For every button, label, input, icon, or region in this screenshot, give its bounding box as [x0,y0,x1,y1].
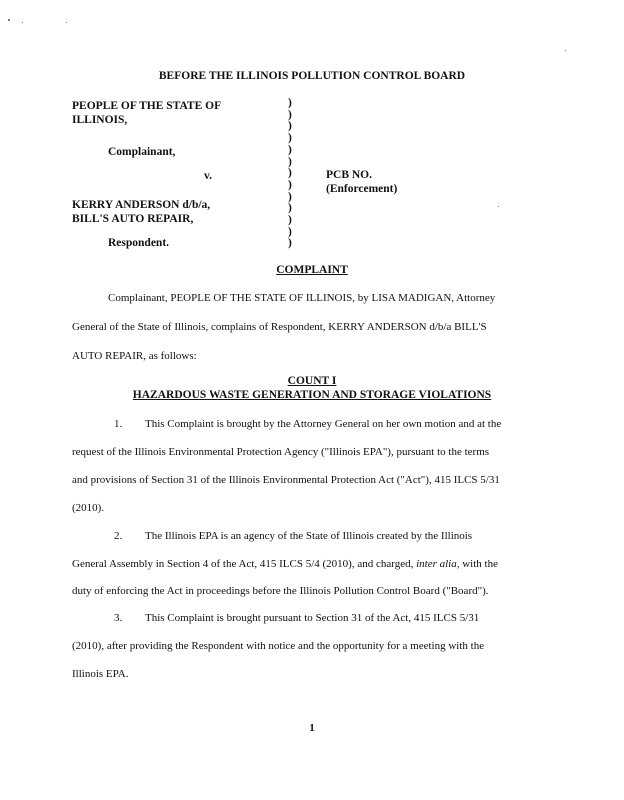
complaint-title: COMPLAINT [276,264,348,276]
caption-paren: ) [288,132,292,145]
scan-speck [8,19,10,21]
scan-speck [498,206,499,207]
caption-versus: v. [204,170,212,182]
caption-paren-column [288,98,292,250]
paragraph-line: duty of enforcing the Act in proceedings before the Illinois Pollution Control Board ("Board"). [72,585,489,597]
caption-paren: ) [288,97,292,109]
paragraph-line [72,558,498,570]
caption-paren: ) [288,167,292,180]
caption-paren: ) [288,108,292,121]
caption-paren: ) [288,143,292,156]
page-number: 1 [309,722,315,734]
caption-paren: ) [288,202,292,215]
paragraph-line: This Complaint is brought pursuant to Section 31 of the Act, 415 ILCS 5/31 [145,612,480,624]
paragraph-number: 1. [114,418,123,430]
caption-pcb-no: PCB NO. [326,169,372,181]
scan-speck [22,22,23,23]
paragraph-line: Illinois EPA. [72,668,129,680]
paragraph-line: (2010). [72,502,105,514]
caption-paren: ) [288,155,292,168]
board-title: BEFORE THE ILLINOIS POLLUTION CONTROL BOARD [158,70,466,82]
paragraph-line: request of the Illinois Environmental Protection Agency ("Illinois EPA"), pursuant to the terms [72,446,490,458]
caption-paren: ) [288,120,292,133]
caption-complainant: Complainant, [108,146,176,158]
caption-respondent: Respondent. [108,237,170,249]
caption-people-line1: PEOPLE OF THE STATE OF [72,100,222,112]
caption-enforcement: (Enforcement) [326,183,398,195]
paragraph-line: and provisions of Section 31 of the Illinois Environmental Protection Act ("Act"), 415 ILCS 5/31 [72,474,500,486]
caption-paren: ) [288,178,292,191]
scan-speck [66,22,67,23]
paragraph-text: General Assembly in Section 4 of the Act, 415 ILCS 5/4 (2010), and charged, [72,558,417,570]
paragraph-line: (2010), after providing the Respondent with notice and the opportunity for a meeting with the [72,640,485,652]
intro-line: Complainant, PEOPLE OF THE STATE OF ILLINOIS, by LISA MADIGAN, Attorney [108,292,496,304]
caption-paren: ) [288,225,292,238]
intro-line: AUTO REPAIR, as follows: [72,350,197,362]
caption-people-line2: ILLINOIS, [72,114,128,126]
paragraph-number: 3. [114,612,123,624]
paragraph-line: This Complaint is brought by the Attorney General on her own motion and at the [145,418,502,430]
caption-paren: ) [288,237,292,250]
paragraph-text: with the [459,558,498,570]
scan-speck [565,50,566,51]
caption-paren: ) [288,190,292,203]
caption-paren: ) [288,214,292,227]
caption-defendant-line1: KERRY ANDERSON d/b/a, [72,199,211,211]
caption-defendant-line2: BILL'S AUTO REPAIR, [72,213,194,225]
paragraph-number: 2. [114,530,123,542]
intro-line: General of the State of Illinois, complains of Respondent, KERRY ANDERSON d/b/a BILL'S [72,321,487,333]
latin-phrase: inter alia, [416,558,460,570]
count-subtitle: HAZARDOUS WASTE GENERATION AND STORAGE VIOLATIONS [132,389,492,401]
paragraph-line: The Illinois EPA is an agency of the State of Illinois created by the Illinois [145,530,473,542]
count-title: COUNT I [287,375,337,387]
